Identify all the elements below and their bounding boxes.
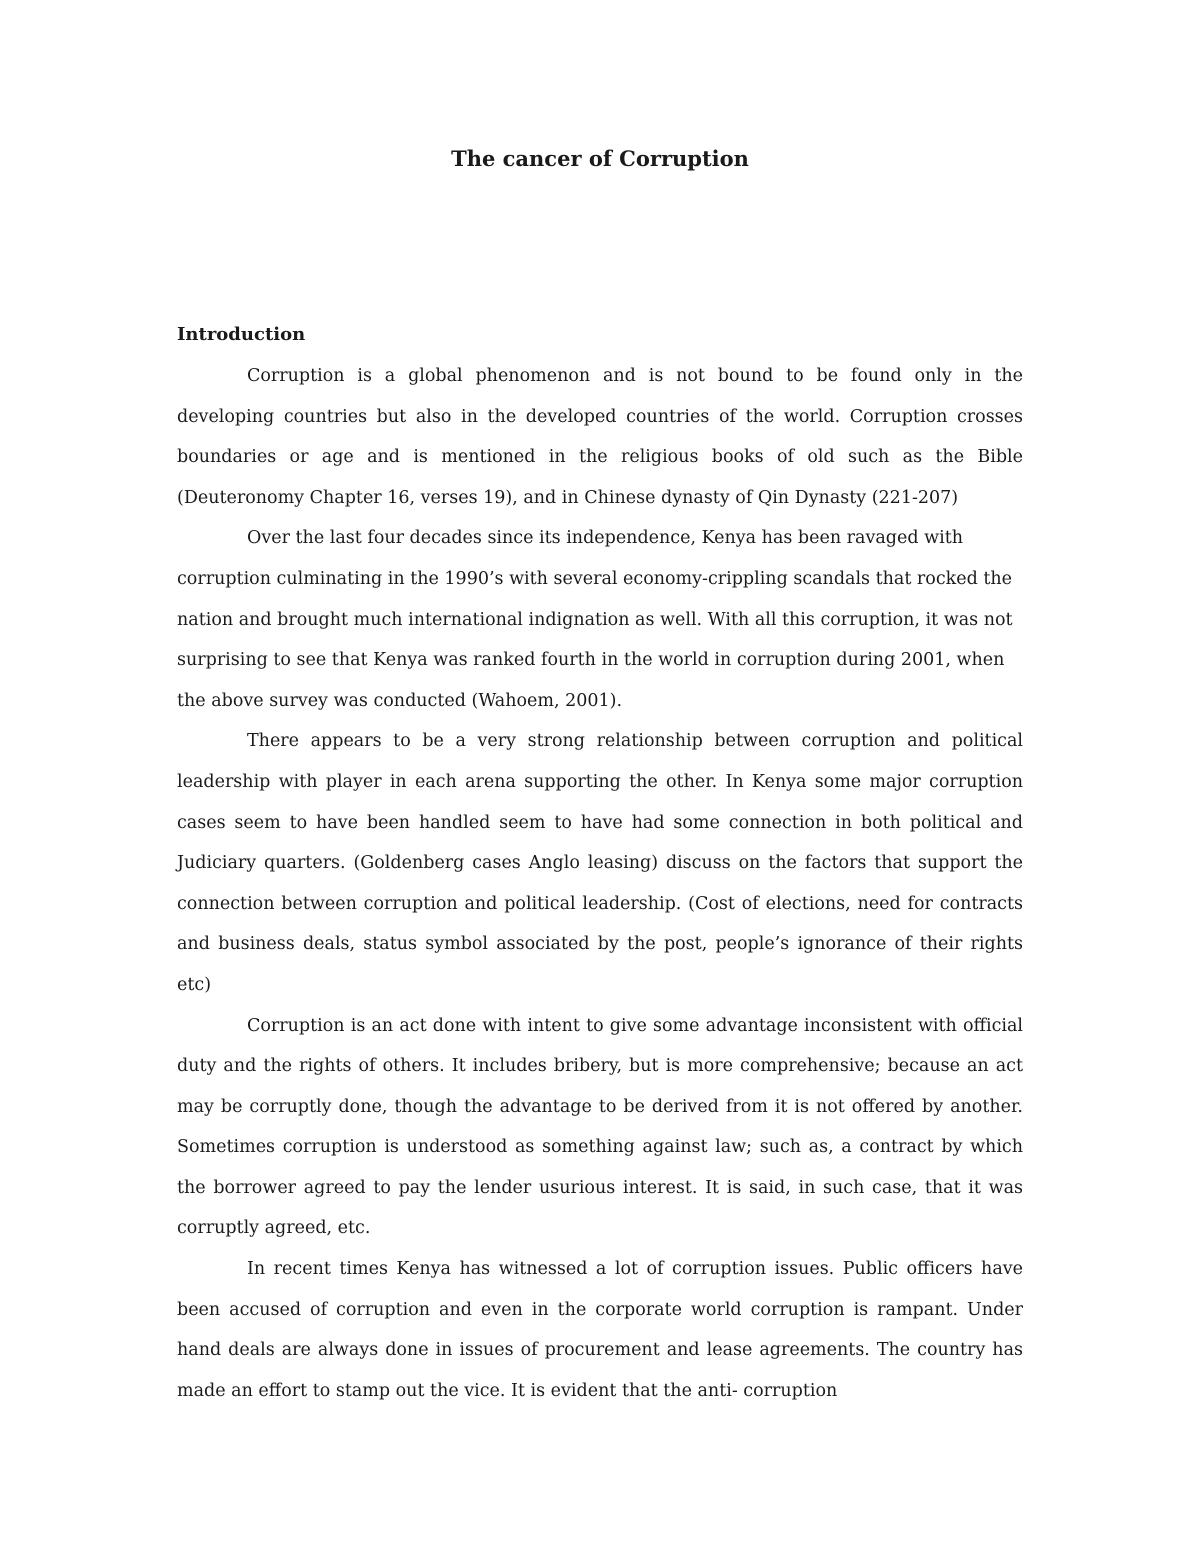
section-heading: Introduction: [177, 324, 306, 345]
paragraph: Corruption is a global phenomenon and is not bound to be found only in the developing countries but also in the developed countries of the world. Corruption crosses boundaries or age and is mentioned in the religious books of old such as the Bible (Deuteronomy Chapter 16, verses 19), and in Chinese dynasty of Qin Dynasty (221-207): [177, 366, 1023, 508]
paragraph: Corruption is an act done with intent to give some advantage inconsistent with official duty and the rights of others. It includes bribery, but is more comprehensive; because an act may be corruptly done, though the advantage to be derived from it is not offered by another. Sometimes corruption is understood as something against law; such as, a contract by which the borrower agreed to pay the lender usurious interest. It is said, in such case, that it was corruptly agreed, etc.: [177, 1015, 1023, 1239]
paragraph: In recent times Kenya has witnessed a lot of corruption issues. Public officers have been accused of corruption and even in the corporate world corruption is rampant. Under hand deals are always done in issues of procurement and lease agreements. The country has made an effort to stamp out the vice. It is evident that the anti- corruption: [177, 1259, 1023, 1401]
paragraph: Over the last four decades since its independence, Kenya has been ravaged with corruption culminating in the 1990’s with several economy-crippling scandals that rocked the nation and brought much international indignation as well. With all this corruption, it was not surprising to see that Kenya was ranked fourth in the world in corruption during 2001, when the above survey was conducted (Wahoem, 2001).: [177, 528, 1013, 711]
body-text: [177, 356, 1023, 1411]
document-title: The cancer of Corruption: [451, 146, 749, 171]
paragraph: There appears to be a very strong relationship between corruption and political leadership with player in each arena supporting the other. In Kenya some major corruption cases seem to have been handled seem to have had some connection in both political and Judiciary quarters. (Goldenberg cases Anglo leasing) discuss on the factors that support the connection between corruption and political leadership. (Cost of elections, need for contracts and business deals, status symbol associated by the post, people’s ignorance of their rights etc): [177, 731, 1023, 995]
